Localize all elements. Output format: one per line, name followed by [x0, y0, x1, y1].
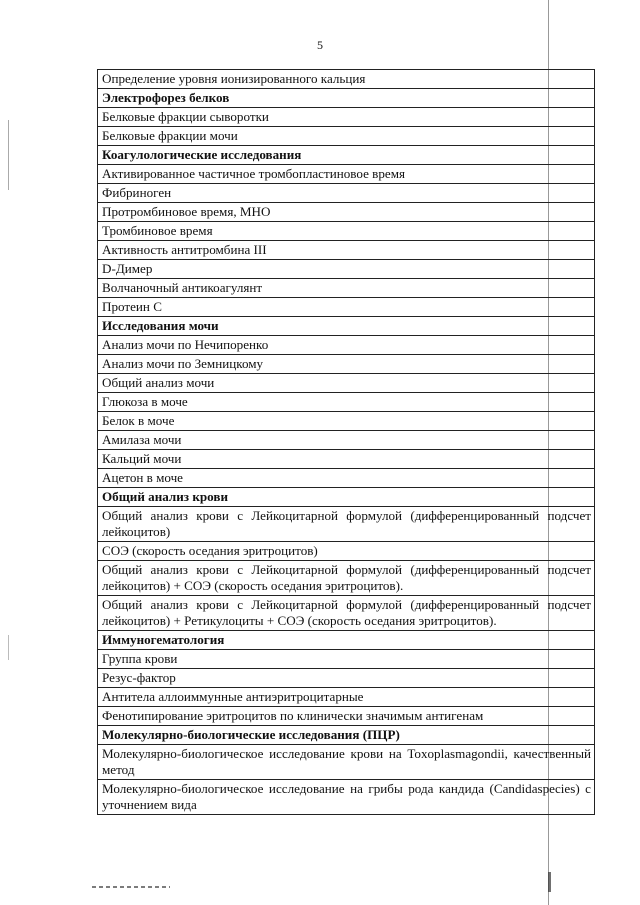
service-name-cell: Общий анализ крови с Лейкоцитарной формулой (дифференцированный подсчет лейкоцитов) + Ретикулоциты + СОЭ (скорость оседания эритроцитов). — [98, 596, 595, 631]
table-row — [98, 260, 595, 279]
service-name-cell: Активность антитромбина III — [98, 241, 595, 260]
section-header-cell: Электрофорез белков — [98, 89, 595, 108]
table-row — [98, 355, 595, 374]
table-row — [98, 374, 595, 393]
section-header-row — [98, 726, 595, 745]
services-table — [97, 69, 595, 815]
table-row — [98, 336, 595, 355]
section-header-row — [98, 631, 595, 650]
service-name-cell: D-Димер — [98, 260, 595, 279]
table-row — [98, 70, 595, 89]
page-number: 5 — [317, 38, 323, 52]
table-row — [98, 650, 595, 669]
section-header-row — [98, 89, 595, 108]
service-name-cell: Протеин С — [98, 298, 595, 317]
services-table-body — [98, 70, 595, 815]
service-name-cell: Общий анализ крови с Лейкоцитарной формулой (дифференцированный подсчет лейкоцитов) — [98, 507, 595, 542]
service-name-cell: Общий анализ крови с Лейкоцитарной формулой (дифференцированный подсчет лейкоцитов) + СОЭ (скорость оседания эритроцитов). — [98, 561, 595, 596]
service-name-cell: Общий анализ мочи — [98, 374, 595, 393]
scan-line-left-lower — [8, 635, 9, 660]
service-name-cell: Антитела аллоиммунные антиэритроцитарные — [98, 688, 595, 707]
table-row — [98, 165, 595, 184]
service-name-cell: Амилаза мочи — [98, 431, 595, 450]
service-name-cell: Кальций мочи — [98, 450, 595, 469]
table-row — [98, 542, 595, 561]
service-name-cell: Определение уровня ионизированного кальция — [98, 70, 595, 89]
scan-line-left — [8, 120, 9, 190]
service-name-cell: Группа крови — [98, 650, 595, 669]
table-row — [98, 222, 595, 241]
table-row — [98, 108, 595, 127]
table-row — [98, 707, 595, 726]
section-header-cell: Исследования мочи — [98, 317, 595, 336]
table-row — [98, 127, 595, 146]
section-header-row — [98, 146, 595, 165]
service-name-cell: Ацетон в моче — [98, 469, 595, 488]
service-name-cell: Белковые фракции сыворотки — [98, 108, 595, 127]
section-header-row — [98, 488, 595, 507]
service-name-cell: Тромбиновое время — [98, 222, 595, 241]
service-name-cell: Молекулярно-биологическое исследование на грибы рода кандида (Candidaspecies) с уточнением вида — [98, 780, 595, 815]
service-name-cell: Фибриноген — [98, 184, 595, 203]
service-name-cell: Белковые фракции мочи — [98, 127, 595, 146]
table-row — [98, 298, 595, 317]
table-row — [98, 203, 595, 222]
table-row — [98, 561, 595, 596]
service-name-cell: Фенотипирование эритроцитов по клинически значимым антигенам — [98, 707, 595, 726]
section-header-cell: Общий анализ крови — [98, 488, 595, 507]
scan-artifact-bottom-right — [548, 872, 551, 892]
service-name-cell: Активированное частичное тромбопластиновое время — [98, 165, 595, 184]
service-name-cell: Молекулярно-биологическое исследование крови на Toxoplasmagondii, качественный метод — [98, 745, 595, 780]
service-name-cell: СОЭ (скорость оседания эритроцитов) — [98, 542, 595, 561]
table-row — [98, 241, 595, 260]
section-header-cell: Молекулярно-биологические исследования (ПЦР) — [98, 726, 595, 745]
table-row — [98, 669, 595, 688]
table-row — [98, 412, 595, 431]
service-name-cell: Анализ мочи по Земницкому — [98, 355, 595, 374]
service-name-cell: Глюкоза в моче — [98, 393, 595, 412]
table-row — [98, 596, 595, 631]
table-row — [98, 431, 595, 450]
table-row — [98, 469, 595, 488]
table-row — [98, 745, 595, 780]
table-row — [98, 450, 595, 469]
section-header-row — [98, 317, 595, 336]
service-name-cell: Волчаночный антикоагулянт — [98, 279, 595, 298]
service-name-cell: Белок в моче — [98, 412, 595, 431]
service-name-cell: Резус-фактор — [98, 669, 595, 688]
table-row — [98, 688, 595, 707]
table-row — [98, 184, 595, 203]
table-row — [98, 780, 595, 815]
scan-artifact-bottom — [92, 886, 170, 888]
table-row — [98, 507, 595, 542]
service-name-cell: Протромбиновое время, МНО — [98, 203, 595, 222]
table-row — [98, 279, 595, 298]
table-row — [98, 393, 595, 412]
service-name-cell: Анализ мочи по Нечипоренко — [98, 336, 595, 355]
section-header-cell: Коагулологические исследования — [98, 146, 595, 165]
section-header-cell: Иммуногематология — [98, 631, 595, 650]
